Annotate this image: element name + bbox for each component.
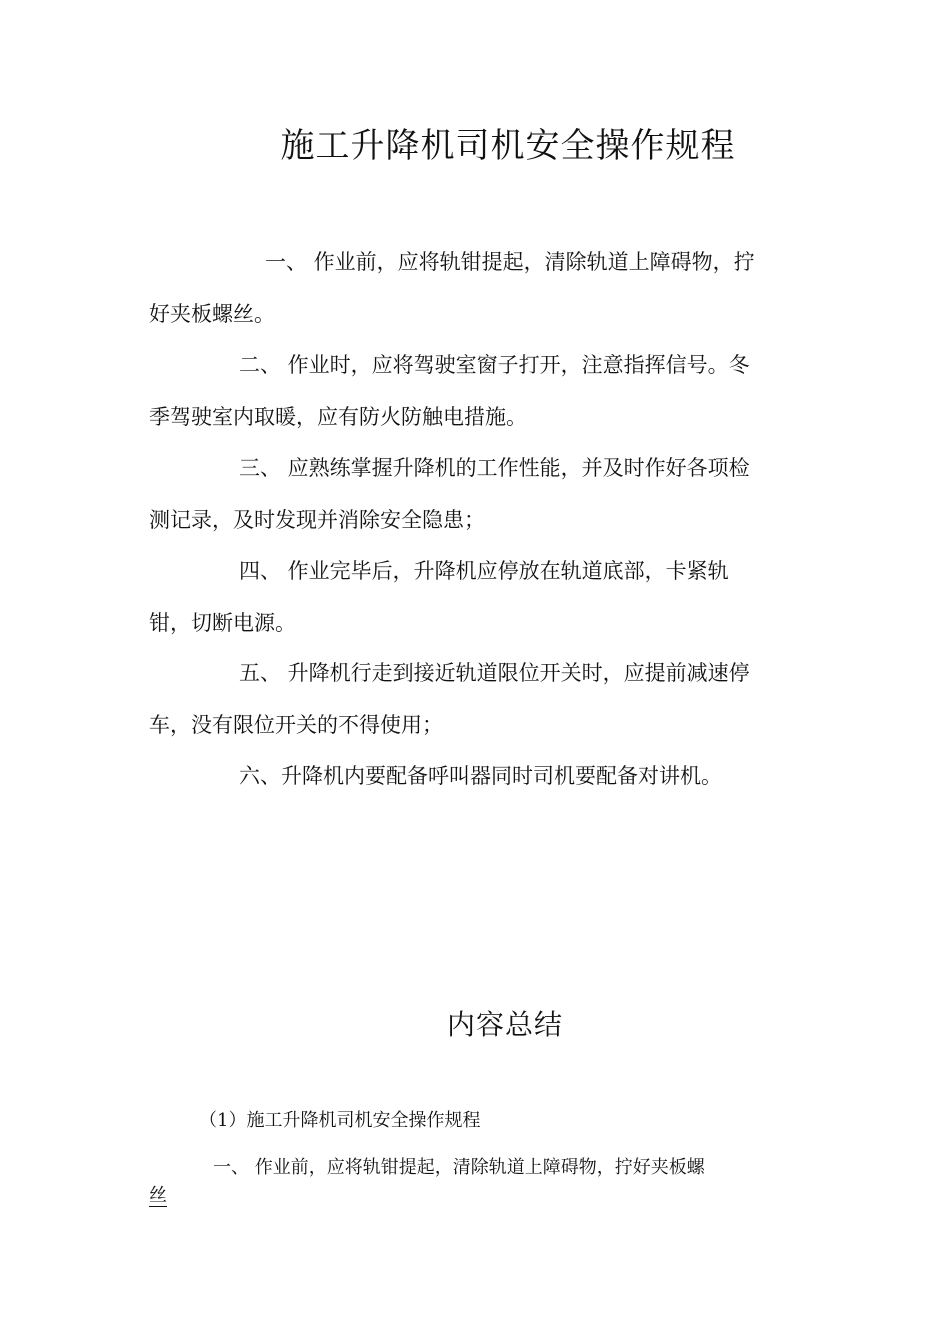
paragraph-4-line-2: 钳，切断电源。 <box>149 611 296 635</box>
paragraph-2-line-2: 季驾驶室内取暖，应有防火防触电措施。 <box>149 405 527 429</box>
summary-title: 内容总结 <box>446 1008 563 1041</box>
summary-item: （1）施工升降机司机安全操作规程 <box>199 1110 481 1131</box>
paragraph-3 <box>149 442 789 546</box>
paragraph-1 <box>149 236 789 340</box>
paragraph-4-line-1: 四、 作业完毕后，升降机应停放在轨道底部，卡紧轨 <box>239 559 729 583</box>
paragraph-1-line-2: 好夹板螺丝。 <box>149 302 275 326</box>
paragraph-4 <box>149 545 789 649</box>
paragraph-5-line-2: 车，没有限位开关的不得使用； <box>149 713 443 737</box>
summary-paragraph-line-1: 一、 作业前，应将轨钳提起，清除轨道上障碍物，拧好夹板螺 <box>213 1157 705 1178</box>
paragraph-2-line-1: 二、 作业时，应将驾驶室窗子打开，注意指挥信号。冬 <box>239 353 750 377</box>
page-title: 施工升降机司机安全操作规程 <box>280 126 736 166</box>
paragraph-5-line-1: 五、 升降机行走到接近轨道限位开关时，应提前减速停 <box>239 661 750 685</box>
paragraph-5 <box>149 647 789 751</box>
paragraph-6-line-1: 六、升降机内要配备呼叫器同时司机要配备对讲机。 <box>239 764 722 788</box>
paragraph-6 <box>149 750 789 802</box>
summary-paragraph <box>149 1150 789 1208</box>
paragraph-3-line-2: 测记录，及时发现并消除安全隐患； <box>149 508 485 532</box>
paragraph-3-line-1: 三、 应熟练掌握升降机的工作性能，并及时作好各项检 <box>239 456 750 480</box>
paragraph-2 <box>149 339 789 443</box>
summary-paragraph-line-2: 丝 <box>149 1185 167 1206</box>
paragraph-1-line-1: 一、 作业前，应将轨钳提起，清除轨道上障碍物，拧 <box>265 250 755 274</box>
